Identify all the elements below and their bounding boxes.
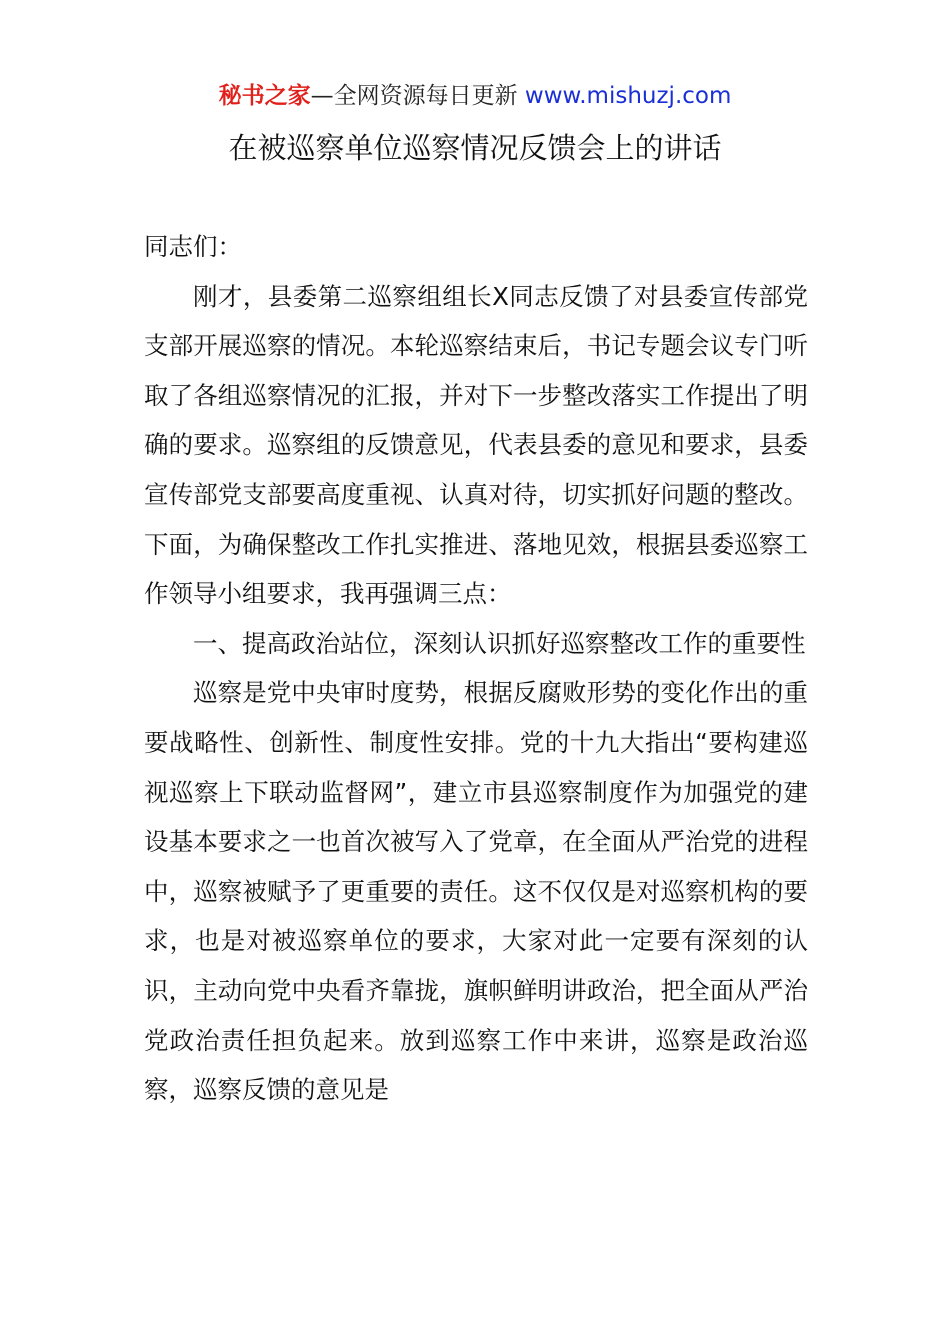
- brand-name: 秘书之家: [218, 83, 311, 109]
- paragraph-intro: 刚才，县委第二巡察组组长X同志反馈了对县委宣传部党支部开展巡察的情况。本轮巡察结束后，书记专题会议专门听取了各组巡察情况的汇报，并对下一步整改落实工作提出了明确的要求。巡察组的反馈意见，代表县委的意见和要求，县委宣传部党支部要高度重视、认真对待，切实抓好问题的整改。下面，为确保整改工作扎实推进、落地见效，根据县委巡察工作领导小组要求，我再强调三点：: [144, 281, 808, 609]
- document-body: [144, 222, 808, 1115]
- site-url: www.mishuzj.com: [524, 83, 732, 109]
- paragraph-body: 巡察是党中央审时度势，根据反腐败形势的变化作出的重要战略性、创新性、制度性安排。党的十九大指出“要构建巡视巡察上下联动监督网”，建立市县巡察制度作为加强党的建设基本要求之一也首次被写入了党章，在全面从严治党的进程中，巡察被赋予了更重要的责任。这不仅仅是对巡察机构的要求，也是对被巡察单位的要求，大家对此一定要有深刻的认识，主动向党中央看齐靠拢，旗帜鲜明讲政治，把全面从严治党政治责任担负起来。放到巡察工作中来讲，巡察是政治巡察，巡察反馈的意见是: [144, 678, 808, 1105]
- section-heading-1: 一、提高政治站位，深刻认识抓好巡察整改工作的重要性: [193, 628, 806, 658]
- document-title: 在被巡察单位巡察情况反馈会上的讲话: [228, 131, 722, 165]
- header-tagline: —全网资源每日更新: [310, 83, 525, 109]
- salutation: 同志们：: [144, 232, 242, 261]
- site-header: [0, 80, 950, 112]
